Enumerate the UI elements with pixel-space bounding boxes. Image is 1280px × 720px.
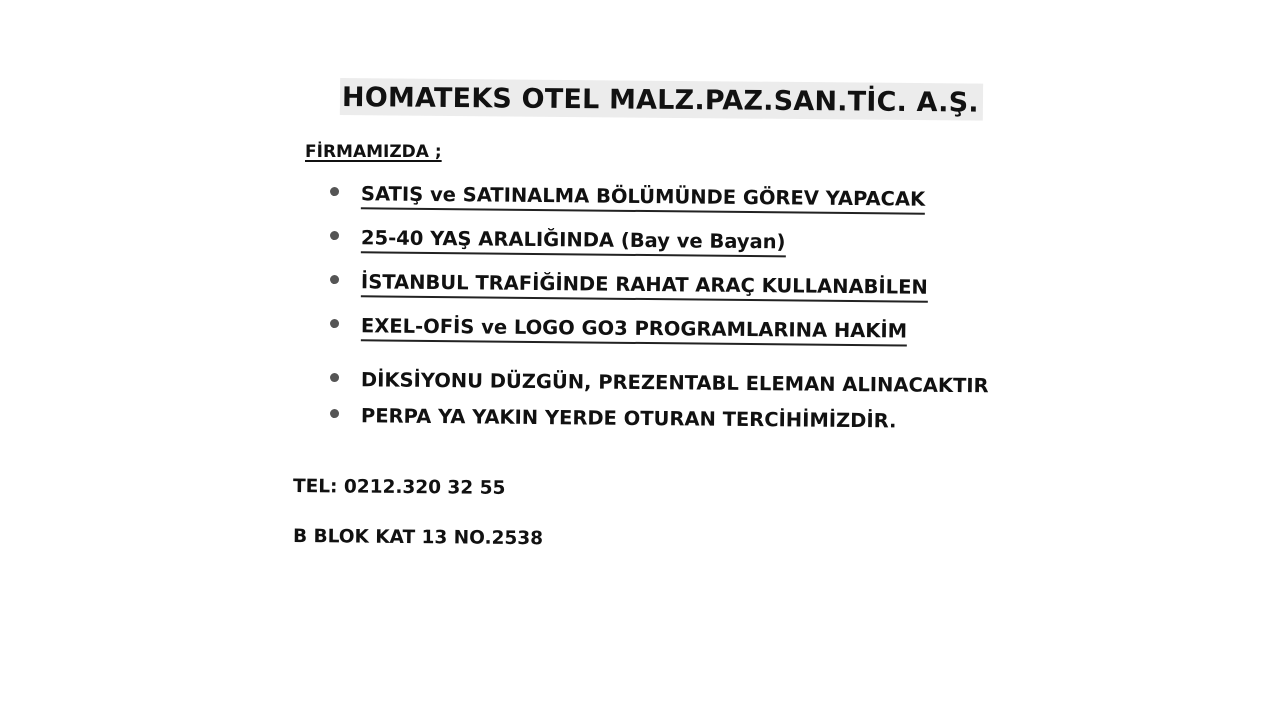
- contact-address: B BLOK KAT 13 NO.2538: [292, 526, 544, 550]
- list-item-text: EXEL-OFİS ve LOGO GO3 PROGRAMLARINA HAKİM: [361, 314, 907, 346]
- list-item-text: İSTANBUL TRAFİĞİNDE RAHAT ARAÇ KULLANABİLEN: [361, 270, 928, 302]
- company-title: HOMATEKS OTEL MALZ.PAZ.SAN.TİC. A.Ş.: [340, 78, 983, 121]
- contact-phone: TEL: 0212.320 32 55: [292, 476, 506, 499]
- list-item: [330, 404, 897, 432]
- list-item: [330, 270, 928, 299]
- bullet-icon: [330, 319, 339, 328]
- list-item-text: DİKSİYONU DÜZGÜN, PREZENTABL ELEMAN ALINACAKTIR: [360, 368, 989, 398]
- list-item-text: PERPA YA YAKIN YERDE OTURAN TERCİHİMİZDİR.: [360, 404, 897, 433]
- bullet-icon: [330, 275, 339, 284]
- bullet-icon: [330, 373, 339, 382]
- bullet-icon: [330, 231, 339, 240]
- list-item-text: SATIŞ ve SATINALMA BÖLÜMÜNDE GÖREV YAPACAK: [361, 182, 925, 214]
- list-item: [330, 182, 925, 211]
- list-item-text: 25-40 YAŞ ARALIĞINDA (Bay ve Bayan): [361, 226, 786, 257]
- list-item: [330, 314, 907, 343]
- list-item: [330, 368, 989, 397]
- bullet-icon: [330, 409, 339, 418]
- list-item: [330, 226, 786, 253]
- intro-heading: FİRMAMIZDA ;: [305, 142, 442, 162]
- bullet-icon: [330, 187, 339, 196]
